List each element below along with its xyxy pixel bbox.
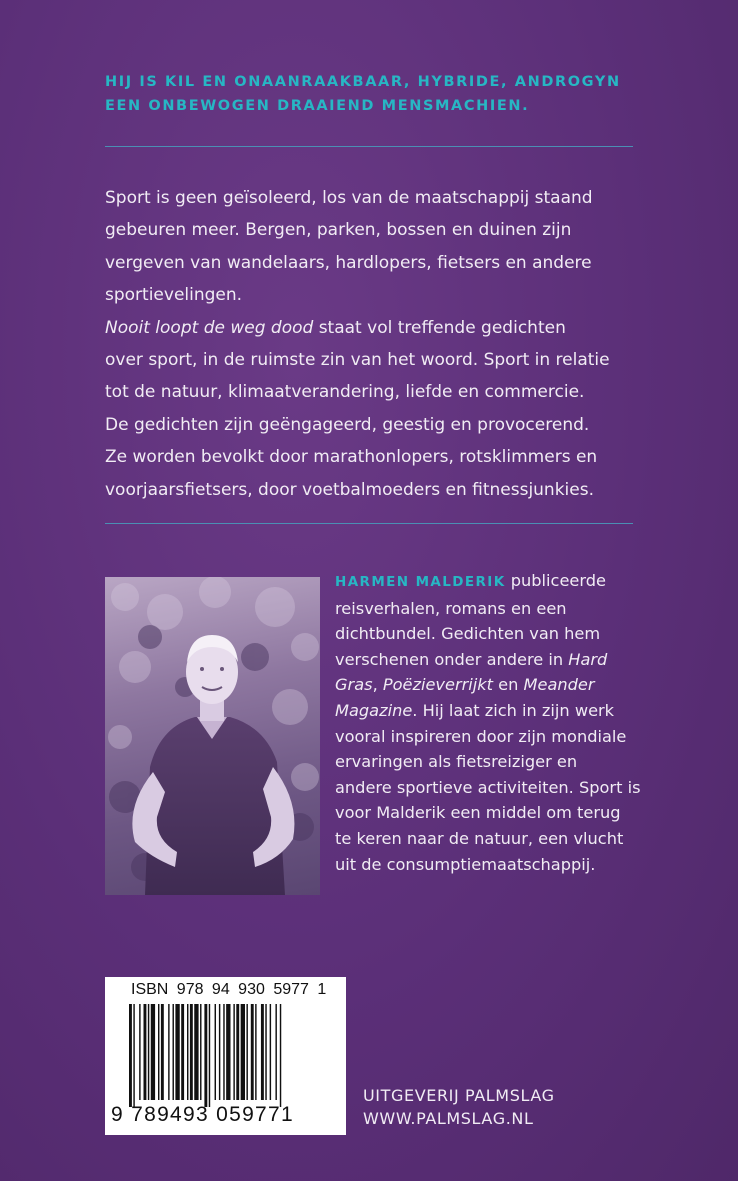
bio-line xyxy=(335,672,655,698)
blurb-line: Ze worden bevolkt door marathonlopers, rotsklimmers en xyxy=(105,447,598,468)
bio-line: vooral inspireren door zijn mondiale xyxy=(335,726,627,746)
publisher xyxy=(363,1085,663,1130)
barcode-bar xyxy=(223,1004,224,1100)
barcode-bar xyxy=(151,1004,155,1100)
bio-line xyxy=(335,647,655,673)
bio-line: voor Malderik een middel om terug xyxy=(335,803,621,823)
blurb-line: sportievelingen. xyxy=(105,285,243,306)
bio-line: andere sportieve activiteiten. Sport is xyxy=(335,777,641,797)
tagline-line-2: EEN ONBEWOGEN DRAAIEND MENSMACHIEN. xyxy=(105,98,530,114)
barcode-bar xyxy=(280,1004,281,1107)
bio-line: reisverhalen, romans en een xyxy=(335,598,567,618)
barcode-bar xyxy=(236,1004,239,1100)
barcode-bar xyxy=(133,1004,134,1107)
blurb-line xyxy=(105,312,665,344)
magazine-title: Gras xyxy=(335,675,373,695)
blurb-line: De gedichten zijn geëngageerd, geestig en provocerend. xyxy=(105,414,590,435)
barcode-bar xyxy=(209,1004,210,1107)
barcode-bar xyxy=(233,1004,234,1100)
bio-text: , xyxy=(372,675,383,695)
blurb-line: gebeuren meer. Bergen, parken, bossen en duinen zijn xyxy=(105,220,572,241)
barcode-bar xyxy=(194,1004,198,1100)
blurb-line: tot de natuur, klimaatverandering, liefde en commercie. xyxy=(105,382,585,403)
blurb-line: voorjaarsfietsers, door voetbalmoeders en fitnessjunkies. xyxy=(105,479,594,500)
barcode-bar xyxy=(175,1004,179,1100)
author-name: HARMEN MALDERIK xyxy=(335,574,506,590)
barcode-bar xyxy=(275,1004,276,1100)
divider-top xyxy=(105,146,633,147)
bio-line xyxy=(335,698,655,724)
bio-text: . Hij laat zich in zijn werk xyxy=(412,700,615,720)
barcode-bar xyxy=(148,1004,149,1100)
author-bio xyxy=(335,568,655,877)
blurb-text: staat vol treffende gedichten xyxy=(313,317,566,338)
barcode-bar xyxy=(144,1004,147,1100)
tagline xyxy=(105,70,665,118)
barcode-bar xyxy=(200,1004,201,1100)
barcode-bar xyxy=(251,1004,254,1100)
blurb xyxy=(105,182,665,506)
publisher-url: WWW.PALMSLAG.NL xyxy=(363,1108,534,1128)
magazine-title: Hard xyxy=(568,649,608,669)
blurb-line: Sport is geen geïsoleerd, los van de maatschappij staand xyxy=(105,188,593,208)
magazine-title: Poëzieverrijkt xyxy=(382,675,494,695)
barcode-bar xyxy=(129,1004,132,1107)
bio-text: publiceerde xyxy=(505,571,606,590)
isbn-label: ISBN 978 94 930 5977 1 xyxy=(131,981,327,998)
barcode-bar xyxy=(219,1004,220,1100)
bio-line: te keren naar de natuur, een vlucht xyxy=(335,828,624,848)
magazine-title: Meander xyxy=(523,675,595,695)
barcode-bar xyxy=(190,1004,193,1100)
bio-line xyxy=(335,568,655,596)
bio-line: dichtbundel. Gedichten van hem xyxy=(335,624,601,644)
blurb-line: over sport, in de ruimste zin van het woord. Sport in relatie xyxy=(105,350,610,371)
bio-line: uit de consumptiemaatschappij. xyxy=(335,854,596,874)
barcode-bar xyxy=(241,1004,245,1100)
barcode-bar xyxy=(173,1004,174,1100)
barcode-bar xyxy=(158,1004,159,1100)
barcode-bar xyxy=(204,1004,207,1107)
barcode-bar xyxy=(161,1004,164,1100)
bio-text: en xyxy=(493,675,524,695)
divider-middle xyxy=(105,523,633,524)
barcode-bar xyxy=(265,1004,266,1100)
barcode-bar xyxy=(226,1004,230,1100)
barcode-bar xyxy=(246,1004,247,1100)
blurb-line: vergeven van wandelaars, hardlopers, fietsers en andere xyxy=(105,252,592,273)
barcode-bar xyxy=(215,1004,216,1100)
barcode-bar xyxy=(270,1004,271,1100)
isbn-barcode xyxy=(105,977,346,1135)
bio-text: verschenen onder andere in xyxy=(335,649,569,669)
author-portrait-photo xyxy=(105,577,320,895)
isbn-digits: 9 789493 059771 xyxy=(111,1103,294,1126)
tagline-line-1: HIJ IS KIL EN ONAANRAAKBAAR, HYBRIDE, ANDROGYN xyxy=(105,74,621,90)
barcode-bar xyxy=(255,1004,256,1100)
author-portrait-illustration xyxy=(105,577,320,895)
book-title: Nooit loopt de weg dood xyxy=(105,317,314,338)
barcode-bar xyxy=(168,1004,169,1100)
barcode-bar xyxy=(187,1004,188,1100)
barcode-bar xyxy=(139,1004,140,1100)
barcode-bar xyxy=(181,1004,184,1100)
barcode-bar xyxy=(261,1004,264,1100)
bio-line: ervaringen als fietsreiziger en xyxy=(335,752,578,772)
magazine-title: Magazine xyxy=(335,700,413,720)
publisher-name: UITGEVERIJ PALMSLAG xyxy=(363,1086,555,1105)
